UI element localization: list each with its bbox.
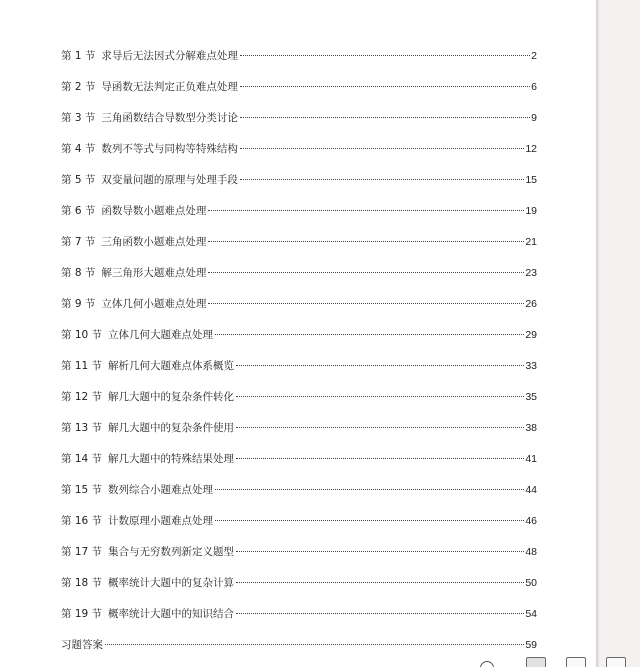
toc-section-number: 第 5 节 xyxy=(61,174,96,186)
toc-page-number: 35 xyxy=(525,391,537,403)
toc-page-number: 54 xyxy=(525,608,537,620)
toc-dot-leader xyxy=(208,241,524,242)
toc-page-number: 12 xyxy=(525,143,537,155)
toc-entry-title: 数列不等式与同构等特殊结构 xyxy=(101,143,238,155)
toc-entry-title: 集合与无穷数列新定义题型 xyxy=(108,546,235,558)
toc-section-number: 第 10 节 xyxy=(61,329,103,341)
page-edge xyxy=(596,0,598,667)
toc-dot-leader xyxy=(240,117,530,118)
toc-page-number: 29 xyxy=(525,329,537,341)
toc-entry[interactable] xyxy=(61,606,537,637)
toc-page-number: 46 xyxy=(525,515,537,527)
toc-section-number: 第 8 节 xyxy=(61,267,96,279)
focus-icon[interactable] xyxy=(480,661,494,667)
toc-entry[interactable] xyxy=(61,48,537,79)
toc-entry[interactable] xyxy=(61,203,537,234)
toc-entry[interactable] xyxy=(61,575,537,606)
toc-page-number: 41 xyxy=(525,453,537,465)
toc-entry-title: 解三角形大题难点处理 xyxy=(101,267,207,279)
toc-entry[interactable] xyxy=(61,234,537,265)
toc-page-number: 33 xyxy=(525,360,537,372)
toc-entry[interactable] xyxy=(61,420,537,451)
toc-dot-leader xyxy=(215,489,524,490)
toc-page-number: 2 xyxy=(531,50,537,62)
toc-section-number: 第 13 节 xyxy=(61,422,103,434)
toc-entry-title: 三角函数结合导数型分类讨论 xyxy=(101,112,238,124)
toc-entry[interactable] xyxy=(61,296,537,327)
toc-dot-leader xyxy=(215,334,524,335)
toc-entry-title: 导函数无法判定正负难点处理 xyxy=(101,81,238,93)
toc-dot-leader xyxy=(240,86,530,87)
toc-entry-title: 解几大题中的特殊结果处理 xyxy=(108,453,235,465)
toc-page-number: 44 xyxy=(525,484,537,496)
toc-section-number: 第 18 节 xyxy=(61,577,103,589)
table-of-contents xyxy=(61,48,537,667)
toc-entry-title: 解析几何大题难点体系概览 xyxy=(108,360,235,372)
toc-entry[interactable] xyxy=(61,265,537,296)
toc-page-number: 26 xyxy=(525,298,537,310)
toc-dot-leader xyxy=(208,210,524,211)
toc-entry-title: 立体几何小题难点处理 xyxy=(101,298,207,310)
toc-section-number: 第 14 节 xyxy=(61,453,103,465)
toc-section-number: 第 12 节 xyxy=(61,391,103,403)
toc-section-number: 第 3 节 xyxy=(61,112,96,124)
toc-page-number: 59 xyxy=(525,639,537,651)
toc-dot-leader xyxy=(236,582,524,583)
toc-dot-leader xyxy=(208,272,524,273)
web-view-icon[interactable] xyxy=(566,657,586,667)
toc-page-number: 19 xyxy=(525,205,537,217)
toc-dot-leader xyxy=(236,613,524,614)
toc-section-number: 第 1 节 xyxy=(61,50,96,62)
toc-entry-title: 习题答案 xyxy=(61,639,103,651)
toc-page-number: 6 xyxy=(531,81,537,93)
toc-entry[interactable] xyxy=(61,482,537,513)
toc-entry[interactable] xyxy=(61,327,537,358)
toc-dot-leader xyxy=(240,148,524,149)
toc-page-number: 38 xyxy=(525,422,537,434)
toc-section-number: 第 15 节 xyxy=(61,484,103,496)
read-mode-icon[interactable] xyxy=(606,657,626,667)
toc-section-number: 第 7 节 xyxy=(61,236,96,248)
toc-section-number: 第 11 节 xyxy=(61,360,103,372)
toc-page-number: 15 xyxy=(525,174,537,186)
toc-entry[interactable] xyxy=(61,172,537,203)
toc-page-number: 23 xyxy=(525,267,537,279)
toc-dot-leader xyxy=(105,644,524,645)
toc-entry-title: 数列综合小题难点处理 xyxy=(108,484,214,496)
toc-entry[interactable] xyxy=(61,358,537,389)
toc-page-number: 21 xyxy=(525,236,537,248)
toc-entry[interactable] xyxy=(61,79,537,110)
status-bar xyxy=(470,657,640,667)
toc-entry-answers[interactable] xyxy=(61,637,537,667)
toc-section-number: 第 17 节 xyxy=(61,546,103,558)
toc-entry-title: 函数导数小题难点处理 xyxy=(101,205,207,217)
toc-section-number: 第 16 节 xyxy=(61,515,103,527)
toc-entry-title: 计数原理小题难点处理 xyxy=(108,515,214,527)
toc-entry[interactable] xyxy=(61,451,537,482)
toc-entry[interactable] xyxy=(61,389,537,420)
toc-dot-leader xyxy=(236,427,524,428)
toc-dot-leader xyxy=(236,396,524,397)
toc-entry-title: 解几大题中的复杂条件转化 xyxy=(108,391,235,403)
toc-page-number: 9 xyxy=(531,112,537,124)
toc-dot-leader xyxy=(215,520,524,521)
toc-entry[interactable] xyxy=(61,544,537,575)
toc-dot-leader xyxy=(240,179,524,180)
toc-entry-title: 立体几何大题难点处理 xyxy=(108,329,214,341)
toc-section-number: 第 4 节 xyxy=(61,143,96,155)
toc-entry-title: 求导后无法因式分解难点处理 xyxy=(101,50,238,62)
toc-entry-title: 解几大题中的复杂条件使用 xyxy=(108,422,235,434)
toc-entry-title: 概率统计大题中的复杂计算 xyxy=(108,577,235,589)
toc-entry-title: 双变量问题的原理与处理手段 xyxy=(101,174,238,186)
toc-entry[interactable] xyxy=(61,141,537,172)
toc-dot-leader xyxy=(240,55,530,56)
toc-dot-leader xyxy=(236,365,524,366)
toc-entry[interactable] xyxy=(61,513,537,544)
toc-entry-title: 三角函数小题难点处理 xyxy=(101,236,207,248)
toc-section-number: 第 2 节 xyxy=(61,81,96,93)
toc-page-number: 48 xyxy=(525,546,537,558)
toc-section-number: 第 19 节 xyxy=(61,608,103,620)
toc-section-number: 第 9 节 xyxy=(61,298,96,310)
toc-entry[interactable] xyxy=(61,110,537,141)
toc-dot-leader xyxy=(236,458,524,459)
page-view-icon[interactable] xyxy=(526,657,546,667)
toc-entry-title: 概率统计大题中的知识结合 xyxy=(108,608,235,620)
toc-dot-leader xyxy=(208,303,524,304)
toc-page-number: 50 xyxy=(525,577,537,589)
toc-dot-leader xyxy=(236,551,524,552)
toc-section-number: 第 6 节 xyxy=(61,205,96,217)
